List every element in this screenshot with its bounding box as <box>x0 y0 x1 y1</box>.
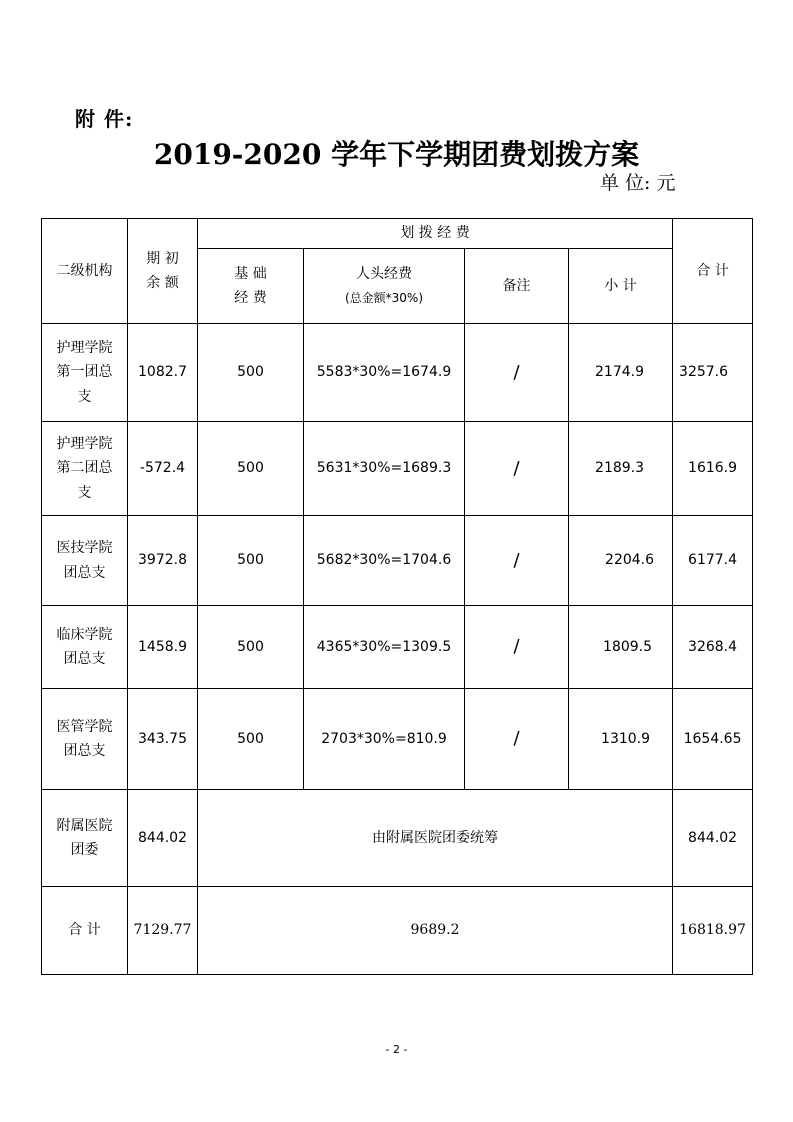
opening-cell: -572.4 <box>128 422 198 516</box>
affiliated-row <box>42 790 753 887</box>
total-cell: 3268.4 <box>673 606 753 689</box>
base-cell: 500 <box>198 516 304 606</box>
remark-cell: / <box>465 422 569 516</box>
header-row-1 <box>42 219 753 249</box>
org-cell: 附属医院 团委 <box>42 790 128 887</box>
subtotal-cell: 2204.6 <box>569 516 673 606</box>
sum-total: 16818.97 <box>673 887 753 975</box>
header-opening-balance: 期 初 余 额 <box>128 219 198 324</box>
capita-cell: 5631*30%=1689.3 <box>304 422 465 516</box>
org-cell: 护理学院 第一团总 支 <box>42 324 128 422</box>
header-base-fund: 基 础 经 费 <box>198 249 304 324</box>
opening-cell: 343.75 <box>128 689 198 790</box>
opening-cell: 1458.9 <box>128 606 198 689</box>
header-total: 合 计 <box>673 219 753 324</box>
affiliated-note: 由附属医院团委统筹 <box>198 790 673 887</box>
sum-label: 合 计 <box>42 887 128 975</box>
document-title: 2019-2020 学年下学期团费划拨方案 <box>153 138 640 171</box>
table-row <box>42 606 753 689</box>
org-cell: 医管学院 团总支 <box>42 689 128 790</box>
base-cell: 500 <box>198 606 304 689</box>
table-row <box>42 516 753 606</box>
capita-cell: 5583*30%=1674.9 <box>304 324 465 422</box>
remark-cell: / <box>465 324 569 422</box>
table-row <box>42 324 753 422</box>
page-number: - 2 - <box>385 1043 408 1056</box>
total-cell: 3257.6 <box>673 324 753 422</box>
header-capita-fund: 人头经费 (总金额*30%) <box>304 249 465 324</box>
total-cell: 1654.65 <box>673 689 753 790</box>
subtotal-cell: 1310.9 <box>569 689 673 790</box>
attachment-label: 附 件: <box>75 107 134 131</box>
opening-cell: 3972.8 <box>128 516 198 606</box>
sum-opening: 7129.77 <box>128 887 198 975</box>
capita-cell: 4365*30%=1309.5 <box>304 606 465 689</box>
remark-cell: / <box>465 689 569 790</box>
table-row <box>42 689 753 790</box>
subtotal-cell: 1809.5 <box>569 606 673 689</box>
org-cell: 护理学院 第二团总 支 <box>42 422 128 516</box>
remark-cell: / <box>465 516 569 606</box>
total-cell: 1616.9 <box>673 422 753 516</box>
header-remark: 备注 <box>465 249 569 324</box>
base-cell: 500 <box>198 689 304 790</box>
opening-cell: 844.02 <box>128 790 198 887</box>
total-cell: 844.02 <box>673 790 753 887</box>
capita-cell: 2703*30%=810.9 <box>304 689 465 790</box>
sum-row <box>42 887 753 975</box>
allocation-table <box>41 218 753 975</box>
remark-cell: / <box>465 606 569 689</box>
header-subtotal: 小 计 <box>569 249 673 324</box>
header-allocation-group: 划 拨 经 费 <box>198 219 673 249</box>
base-cell: 500 <box>198 422 304 516</box>
opening-cell: 1082.7 <box>128 324 198 422</box>
capita-cell: 5682*30%=1704.6 <box>304 516 465 606</box>
unit-label: 单 位: 元 <box>600 172 676 194</box>
base-cell: 500 <box>198 324 304 422</box>
subtotal-cell: 2174.9 <box>569 324 673 422</box>
org-cell: 临床学院 团总支 <box>42 606 128 689</box>
table-row <box>42 422 753 516</box>
org-cell: 医技学院 团总支 <box>42 516 128 606</box>
subtotal-cell: 2189.3 <box>569 422 673 516</box>
header-org: 二级机构 <box>42 219 128 324</box>
sum-allocation: 9689.2 <box>198 887 673 975</box>
total-cell: 6177.4 <box>673 516 753 606</box>
